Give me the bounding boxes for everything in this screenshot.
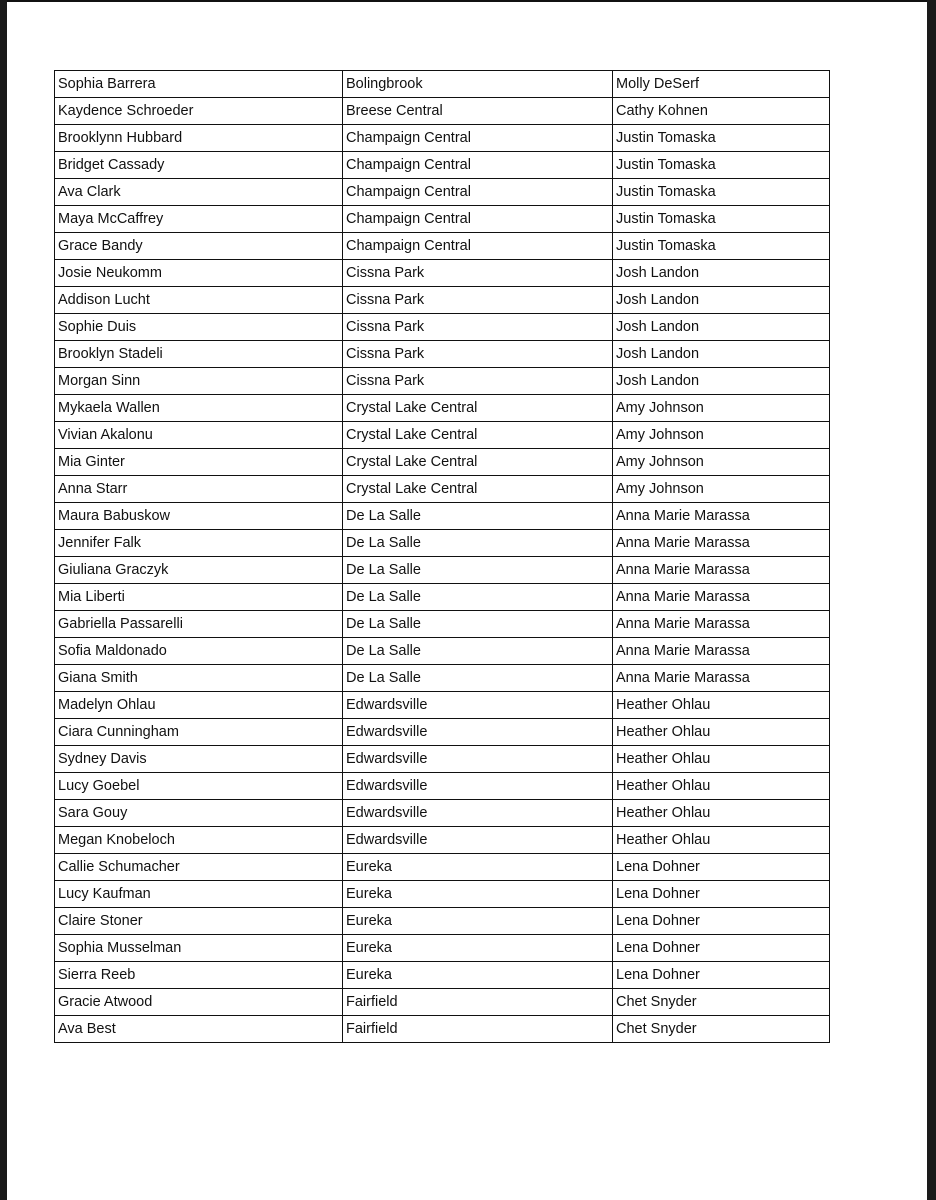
athlete-name-cell: Kaydence Schroeder (55, 98, 343, 125)
coach-cell: Anna Marie Marassa (613, 611, 830, 638)
table-row (55, 71, 830, 98)
school-cell: Champaign Central (343, 206, 613, 233)
table-row (55, 341, 830, 368)
table-row (55, 611, 830, 638)
school-cell: Crystal Lake Central (343, 422, 613, 449)
table-row (55, 530, 830, 557)
athlete-name-cell: Jennifer Falk (55, 530, 343, 557)
coach-cell: Amy Johnson (613, 476, 830, 503)
school-cell: Eureka (343, 854, 613, 881)
school-cell: Eureka (343, 935, 613, 962)
athlete-name-cell: Sophia Barrera (55, 71, 343, 98)
school-cell: Edwardsville (343, 827, 613, 854)
athlete-name-cell: Morgan Sinn (55, 368, 343, 395)
school-cell: Breese Central (343, 98, 613, 125)
coach-cell: Lena Dohner (613, 935, 830, 962)
coach-cell: Heather Ohlau (613, 692, 830, 719)
athlete-name-cell: Grace Bandy (55, 233, 343, 260)
school-cell: Edwardsville (343, 692, 613, 719)
table-row (55, 422, 830, 449)
athlete-name-cell: Ciara Cunningham (55, 719, 343, 746)
table-row (55, 638, 830, 665)
school-cell: De La Salle (343, 584, 613, 611)
athlete-name-cell: Sara Gouy (55, 800, 343, 827)
athlete-name-cell: Ava Clark (55, 179, 343, 206)
coach-cell: Heather Ohlau (613, 746, 830, 773)
roster-table (54, 70, 830, 1043)
school-cell: Champaign Central (343, 152, 613, 179)
table-row (55, 449, 830, 476)
athlete-name-cell: Mykaela Wallen (55, 395, 343, 422)
school-cell: Cissna Park (343, 314, 613, 341)
school-cell: De La Salle (343, 503, 613, 530)
athlete-name-cell: Claire Stoner (55, 908, 343, 935)
school-cell: Crystal Lake Central (343, 395, 613, 422)
school-cell: Cissna Park (343, 368, 613, 395)
table-row (55, 881, 830, 908)
school-cell: Bolingbrook (343, 71, 613, 98)
school-cell: Edwardsville (343, 773, 613, 800)
table-row (55, 908, 830, 935)
page-frame-left (0, 0, 7, 1200)
athlete-name-cell: Bridget Cassady (55, 152, 343, 179)
table-row (55, 260, 830, 287)
table-row (55, 773, 830, 800)
table-row (55, 287, 830, 314)
school-cell: Champaign Central (343, 125, 613, 152)
coach-cell: Anna Marie Marassa (613, 638, 830, 665)
table-row (55, 206, 830, 233)
coach-cell: Josh Landon (613, 260, 830, 287)
coach-cell: Lena Dohner (613, 908, 830, 935)
school-cell: De La Salle (343, 557, 613, 584)
page-frame-right (927, 0, 936, 1200)
school-cell: De La Salle (343, 530, 613, 557)
school-cell: Edwardsville (343, 800, 613, 827)
school-cell: De La Salle (343, 665, 613, 692)
athlete-name-cell: Giana Smith (55, 665, 343, 692)
table-row (55, 125, 830, 152)
coach-cell: Amy Johnson (613, 422, 830, 449)
coach-cell: Heather Ohlau (613, 827, 830, 854)
table-row (55, 503, 830, 530)
roster-table-body (55, 71, 830, 1043)
table-row (55, 854, 830, 881)
athlete-name-cell: Gracie Atwood (55, 989, 343, 1016)
athlete-name-cell: Gabriella Passarelli (55, 611, 343, 638)
athlete-name-cell: Sophia Musselman (55, 935, 343, 962)
athlete-name-cell: Lucy Kaufman (55, 881, 343, 908)
coach-cell: Heather Ohlau (613, 719, 830, 746)
coach-cell: Anna Marie Marassa (613, 530, 830, 557)
school-cell: Crystal Lake Central (343, 476, 613, 503)
school-cell: Cissna Park (343, 287, 613, 314)
school-cell: Eureka (343, 962, 613, 989)
coach-cell: Lena Dohner (613, 881, 830, 908)
table-row (55, 692, 830, 719)
coach-cell: Lena Dohner (613, 854, 830, 881)
athlete-name-cell: Lucy Goebel (55, 773, 343, 800)
coach-cell: Justin Tomaska (613, 125, 830, 152)
athlete-name-cell: Sophie Duis (55, 314, 343, 341)
coach-cell: Justin Tomaska (613, 206, 830, 233)
athlete-name-cell: Maura Babuskow (55, 503, 343, 530)
coach-cell: Molly DeSerf (613, 71, 830, 98)
athlete-name-cell: Sydney Davis (55, 746, 343, 773)
table-row (55, 233, 830, 260)
table-row (55, 476, 830, 503)
school-cell: Champaign Central (343, 233, 613, 260)
table-row (55, 665, 830, 692)
coach-cell: Amy Johnson (613, 449, 830, 476)
coach-cell: Justin Tomaska (613, 179, 830, 206)
athlete-name-cell: Madelyn Ohlau (55, 692, 343, 719)
school-cell: Cissna Park (343, 260, 613, 287)
coach-cell: Anna Marie Marassa (613, 665, 830, 692)
athlete-name-cell: Brooklyn Stadeli (55, 341, 343, 368)
coach-cell: Heather Ohlau (613, 773, 830, 800)
athlete-name-cell: Megan Knobeloch (55, 827, 343, 854)
coach-cell: Cathy Kohnen (613, 98, 830, 125)
school-cell: Fairfield (343, 989, 613, 1016)
table-row (55, 98, 830, 125)
coach-cell: Josh Landon (613, 287, 830, 314)
athlete-name-cell: Sierra Reeb (55, 962, 343, 989)
school-cell: Eureka (343, 908, 613, 935)
table-row (55, 1016, 830, 1043)
table-row (55, 314, 830, 341)
table-row (55, 368, 830, 395)
coach-cell: Josh Landon (613, 368, 830, 395)
athlete-name-cell: Brooklynn Hubbard (55, 125, 343, 152)
athlete-name-cell: Anna Starr (55, 476, 343, 503)
coach-cell: Justin Tomaska (613, 152, 830, 179)
school-cell: Crystal Lake Central (343, 449, 613, 476)
table-row (55, 935, 830, 962)
coach-cell: Anna Marie Marassa (613, 584, 830, 611)
coach-cell: Amy Johnson (613, 395, 830, 422)
coach-cell: Josh Landon (613, 341, 830, 368)
table-row (55, 395, 830, 422)
table-row (55, 989, 830, 1016)
table-row (55, 827, 830, 854)
school-cell: Fairfield (343, 1016, 613, 1043)
athlete-name-cell: Addison Lucht (55, 287, 343, 314)
athlete-name-cell: Vivian Akalonu (55, 422, 343, 449)
school-cell: Edwardsville (343, 746, 613, 773)
school-cell: De La Salle (343, 611, 613, 638)
table-row (55, 152, 830, 179)
athlete-name-cell: Giuliana Graczyk (55, 557, 343, 584)
athlete-name-cell: Mia Liberti (55, 584, 343, 611)
table-row (55, 557, 830, 584)
school-cell: Eureka (343, 881, 613, 908)
school-cell: De La Salle (343, 638, 613, 665)
coach-cell: Heather Ohlau (613, 800, 830, 827)
athlete-name-cell: Sofia Maldonado (55, 638, 343, 665)
coach-cell: Lena Dohner (613, 962, 830, 989)
athlete-name-cell: Callie Schumacher (55, 854, 343, 881)
table-row (55, 746, 830, 773)
coach-cell: Chet Snyder (613, 1016, 830, 1043)
coach-cell: Justin Tomaska (613, 233, 830, 260)
coach-cell: Josh Landon (613, 314, 830, 341)
coach-cell: Chet Snyder (613, 989, 830, 1016)
school-cell: Champaign Central (343, 179, 613, 206)
athlete-name-cell: Mia Ginter (55, 449, 343, 476)
school-cell: Edwardsville (343, 719, 613, 746)
athlete-name-cell: Maya McCaffrey (55, 206, 343, 233)
coach-cell: Anna Marie Marassa (613, 557, 830, 584)
table-row (55, 800, 830, 827)
table-row (55, 719, 830, 746)
table-row (55, 962, 830, 989)
table-row (55, 584, 830, 611)
table-row (55, 179, 830, 206)
athlete-name-cell: Ava Best (55, 1016, 343, 1043)
school-cell: Cissna Park (343, 341, 613, 368)
coach-cell: Anna Marie Marassa (613, 503, 830, 530)
athlete-name-cell: Josie Neukomm (55, 260, 343, 287)
page-frame-top (0, 0, 936, 2)
